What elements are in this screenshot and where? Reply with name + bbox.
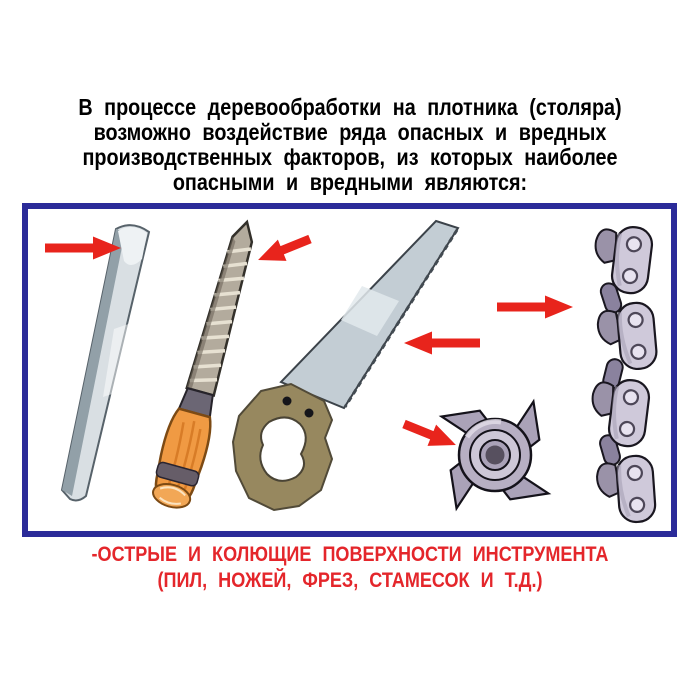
handsaw-icon [233, 221, 458, 510]
header-line: опасными и вредными являются: [172, 169, 528, 195]
red-arrow-icon [404, 332, 480, 355]
header-line: В процессе деревообработки на плотника (столяра) [78, 94, 622, 120]
caption-line: -ОСТРЫЕ И КОЛЮЩИЕ ПОВЕРХНОСТИ ИНСТРУМЕНТА [91, 543, 609, 566]
tools-illustration [28, 209, 671, 531]
illustration-frame [22, 203, 677, 537]
milling-cutter-icon [413, 373, 577, 531]
chisel-icon [62, 225, 149, 500]
header-text [0, 95, 700, 195]
header-line: производственных факторов, из которых наиболее [82, 144, 618, 170]
caption-text [0, 542, 700, 594]
red-arrow-icon [254, 228, 315, 270]
caption-line: (ПИЛ, НОЖЕЙ, ФРЕЗ, СТАМЕСОК И Т.Д.) [157, 569, 543, 592]
header-line: возможно воздействие ряда опасных и вредных [93, 119, 607, 145]
red-arrow-icon [497, 296, 573, 319]
saw-chain-icon [587, 223, 658, 525]
